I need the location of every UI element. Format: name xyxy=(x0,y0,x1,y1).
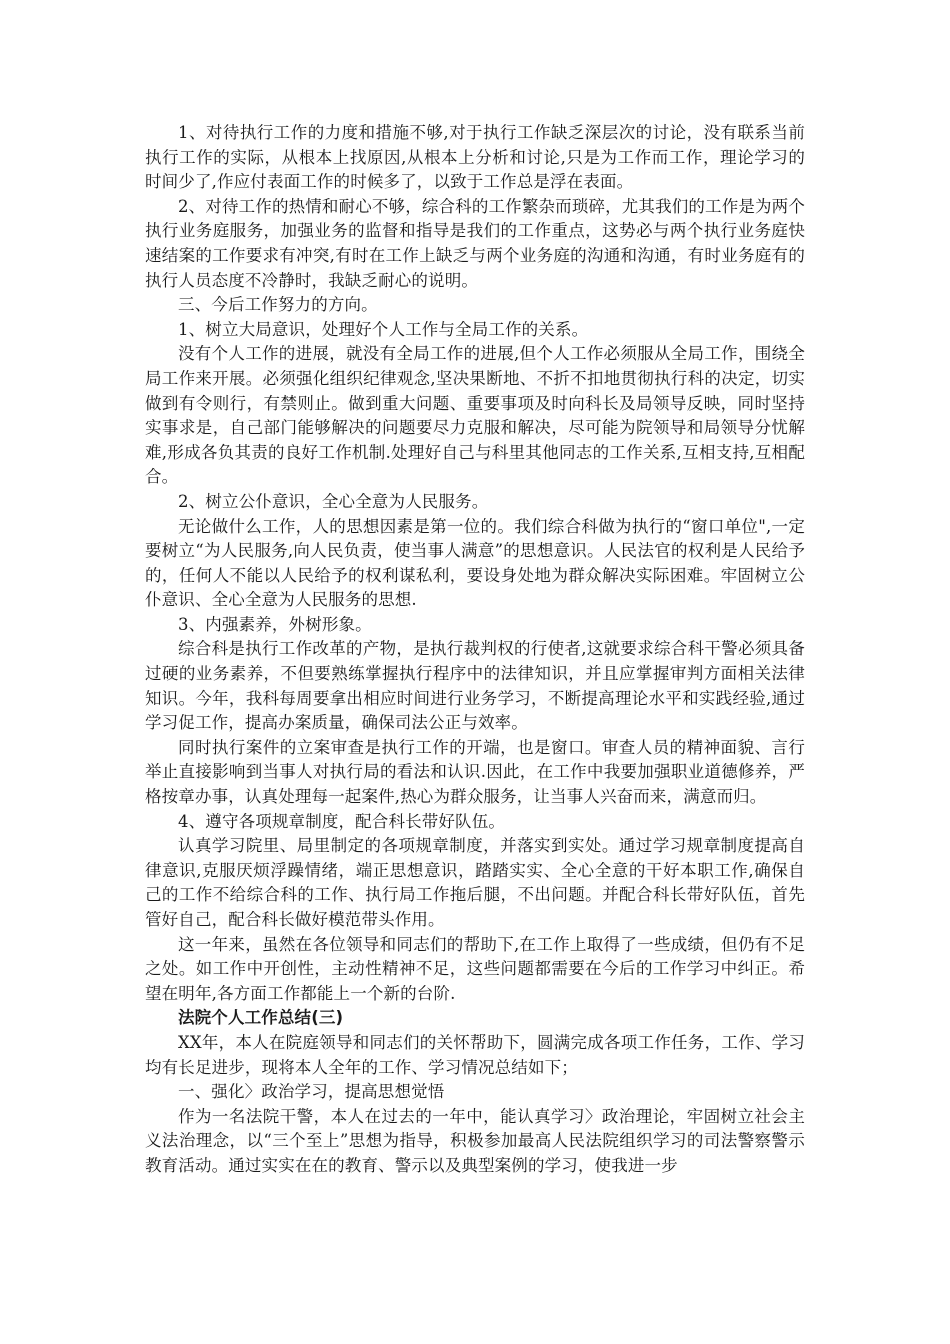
paragraph: 认真学习院里、局里制定的各项规章制度，并落实到实处。通过学习规章制度提高自律意识,克服厌烦浮躁情绪，端正思想意识，踏踏实实、全心全意的干好本职工作,确保自己的工作不给综合科的工作、执行局工作拖后腿，不出问题。并配合科长带好队伍，首先管好自己，配合科长做好模范带头作用。 xyxy=(145,836,805,929)
paragraph: 1、对待执行工作的力度和措施不够,对于执行工作缺乏深层次的讨论，没有联系当前执行工作的实际，从根本上找原因,从根本上分析和讨论,只是为工作而工作，理论学习的时间少了,作应付表面工作的时候多了，以致于工作总是浮在表面。 xyxy=(145,123,805,192)
section-heading: 三、今后工作努力的方向。 xyxy=(178,295,378,315)
subsection-heading: 4、遵守各项规章制度，配合科长带好队伍。 xyxy=(178,811,505,831)
paragraph: 无论做什么工作，人的思想因素是第一位的。我们综合科做为执行的“窗口单位",一定要树立“为人民服务,向人民负责，使当事人满意”的思想意识。人民法官的权利是人民给予的，任何人不能以人民给予的权利谋私利，要设身处地为群众解决实际困难。牢固树立公仆意识、全心全意为人民服务的思想. xyxy=(145,516,805,610)
paragraph: 2、对待工作的热情和耐心不够，综合科的工作繁杂而琐碎，尤其我们的工作是为两个执行业务庭服务，加强业务的监督和指导是我们的工作重点，这势必与两个执行业务庭快速结案的工作要求有冲突,有时在工作上缺乏与两个业务庭的沟通和沟通，有时业务庭有的执行人员态度不冷静时，我缺乏耐心的说明。 xyxy=(145,196,805,290)
paragraph: 作为一名法院干警，本人在过去的一年中，能认真学习〉政治理论，牢固树立社会主义法治理念，以“三个至上”思想为指导，积极参加最高人民法院组织学习的司法警察警示教育活动。通过实实在在的教育、警示以及典型案例的学习，使我进一步 xyxy=(145,1106,805,1175)
paragraph: 综合科是执行工作改革的产物，是执行裁判权的行使者,这就要求综合科干警必须具备过硬的业务素养，不但要熟练掌握执行程序中的法律知识，并且应掌握审判方面相关法律知识。今年，我科每周要拿出相应时间进行业务学习，不断提高理论水平和实践经验,通过学习促工作，提高办案质量，确保司法公正与效率。 xyxy=(145,639,805,733)
paragraph: 没有个人工作的进展，就没有全局工作的进展,但个人工作必须服从全局工作，围绕全局工作来开展。必须强化组织纪律观念,坚决果断地、不折不扣地贯彻执行科的决定，切实做到有令则行，有禁则止。做到重大问题、重要事项及时向科长及局领导反映，同时坚持实事求是，自己部门能够解决的问题要尽力克服和解决，尽可能为院领导和局领导分忧解难,形成各负其责的良好工作机制.处理好自己与科里其他同志的工作关系,互相支持,互相配合。 xyxy=(145,344,805,487)
subsection-heading: 2、树立公仆意识，全心全意为人民服务。 xyxy=(178,491,489,511)
subsection-heading: 1、树立大局意识，处理好个人工作与全局工作的关系。 xyxy=(178,319,589,339)
paragraph: XX年，本人在院庭领导和同志们的关怀帮助下，圆满完成各项工作任务，工作、学习均有长足进步，现将本人全年的工作、学习情况总结如下； xyxy=(145,1032,805,1077)
subsection-heading: 3、内强素养，外树形象。 xyxy=(178,614,372,634)
section-heading: 一、强化〉政治学习，提高思想觉悟 xyxy=(178,1082,445,1102)
document-title: 法院个人工作总结(三) xyxy=(178,1008,344,1028)
document-page xyxy=(145,121,805,1179)
paragraph: 同时执行案件的立案审查是执行工作的开端，也是窗口。审查人员的精神面貌、言行举止直接影响到当事人对执行局的看法和认识.因此，在工作中我要加强职业道德修养，严格按章办事，认真处理每一起案件,热心为群众服务，让当事人兴奋而来，满意而归。 xyxy=(145,737,805,807)
paragraph: 这一年来，虽然在各位领导和同志们的帮助下,在工作上取得了一些成绩，但仍有不足之处。如工作中开创性，主动性精神不足，这些问题都需要在今后的工作学习中纠正。希望在明年,各方面工作都能上一个新的台阶. xyxy=(145,934,805,1003)
